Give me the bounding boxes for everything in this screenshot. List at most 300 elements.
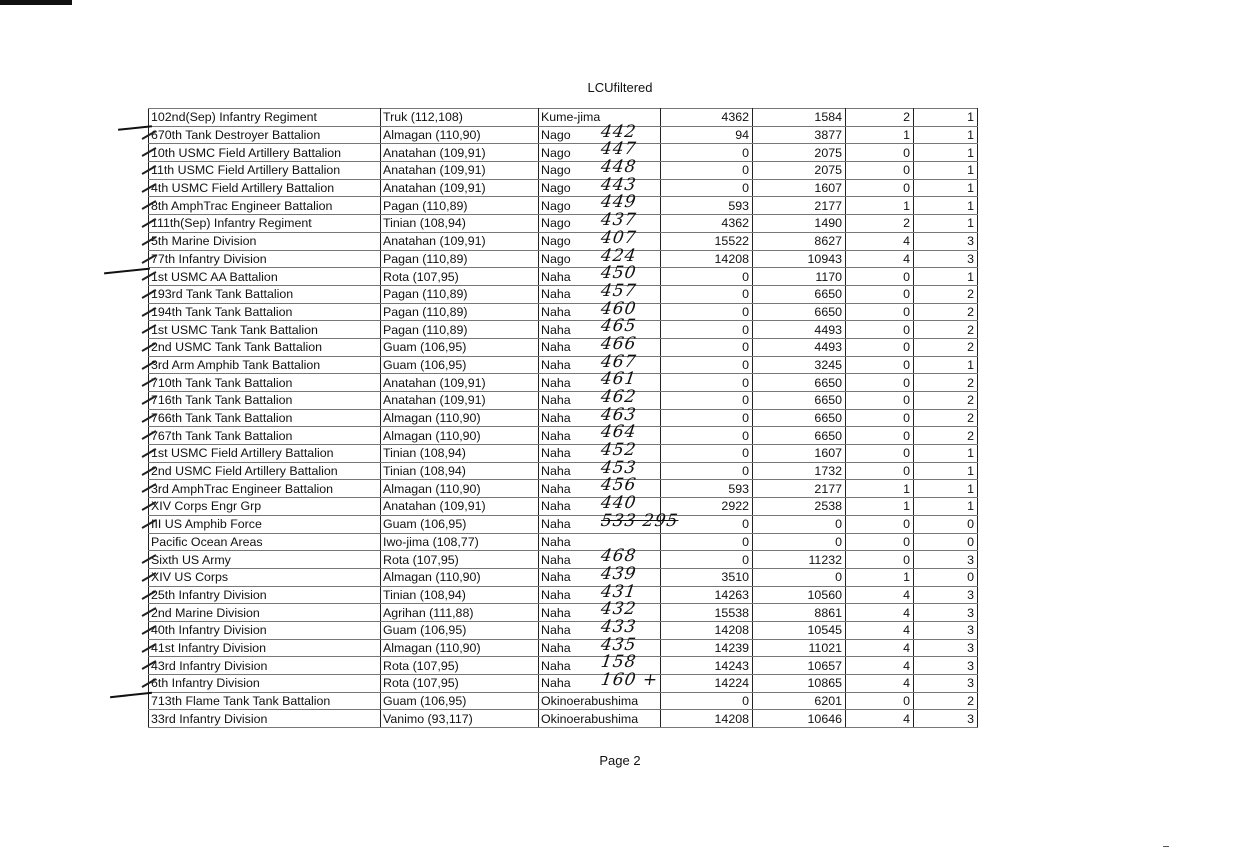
value-b-cell <box>753 268 846 286</box>
value-d-cell-text: 2 <box>967 375 974 390</box>
value-d-cell-text: 2 <box>967 428 974 443</box>
value-a-cell-text: 14208 <box>714 711 749 726</box>
value-b-cell-text: 10657 <box>807 658 842 673</box>
hq-cell <box>539 139 661 162</box>
hq-cell-text: Naha <box>541 357 571 372</box>
value-d-cell-text: 2 <box>967 411 974 426</box>
unit-name-cell <box>149 604 381 622</box>
value-b-cell-text: 3245 <box>814 357 842 372</box>
hq-cell <box>539 121 661 144</box>
value-c-cell-text: 0 <box>903 517 910 532</box>
location-cell <box>381 533 539 551</box>
value-a-cell-text: 0 <box>742 357 749 372</box>
unit-name-cell-text: 766th Tank Tank Battalion <box>151 411 293 426</box>
hq-cell-text: Naha <box>541 658 571 673</box>
value-a-cell <box>661 480 753 498</box>
value-b-cell-text: 10646 <box>807 711 842 726</box>
value-d-cell-text: 3 <box>967 605 974 620</box>
value-d-cell <box>914 515 978 533</box>
handwritten-note: 452 <box>599 440 638 461</box>
value-a-cell <box>661 639 753 657</box>
location-cell-text: Almagan (110,90) <box>383 481 481 496</box>
unit-name-cell-text: 2nd USMC Tank Tank Battalion <box>151 340 323 355</box>
hq-cell-text: Naha <box>541 428 571 443</box>
value-b-cell-text: 6650 <box>814 393 842 408</box>
value-c-cell <box>846 409 914 427</box>
value-b-cell <box>753 462 846 480</box>
table-row <box>149 427 978 445</box>
value-d-cell-text: 1 <box>967 481 974 496</box>
value-c-cell-text: 0 <box>903 428 910 443</box>
hq-cell-text: Naha <box>541 587 571 602</box>
unit-name-cell <box>149 445 381 463</box>
value-c-cell-text: 0 <box>903 287 910 302</box>
unit-name-cell-text: 194th Tank Tank Battalion <box>151 304 293 319</box>
table-row <box>149 498 978 516</box>
value-a-cell-text: 14224 <box>714 676 749 691</box>
handwritten-note: 442 <box>599 121 638 142</box>
value-a-cell-text: 14263 <box>714 587 749 602</box>
page-number: Page 2 <box>599 753 641 768</box>
table-row <box>149 250 978 268</box>
unit-name-cell-text: 43rd Infantry Division <box>151 658 268 673</box>
value-d-cell <box>914 551 978 569</box>
location-cell-text: Anatahan (109,91) <box>383 393 486 408</box>
value-a-cell-text: 0 <box>742 446 749 461</box>
hq-cell-text: Nago <box>541 181 571 196</box>
unit-name-cell-text: 3rd AmphTrac Engineer Battalion <box>151 481 334 496</box>
value-c-cell <box>846 480 914 498</box>
value-b-cell <box>753 144 846 162</box>
table-row <box>149 285 978 303</box>
value-b-cell <box>753 409 846 427</box>
unit-name-cell <box>149 303 381 321</box>
value-b-cell-text: 1607 <box>814 446 842 461</box>
value-a-cell-text: 0 <box>742 181 749 196</box>
value-c-cell-text: 0 <box>903 534 910 549</box>
location-cell-text: Anatahan (109,91) <box>383 375 486 390</box>
hq-cell-text: Okinoerabushima <box>541 694 639 709</box>
table-row <box>149 268 978 286</box>
table-row <box>149 179 978 197</box>
location-cell <box>381 374 539 392</box>
value-a-cell <box>661 427 753 445</box>
value-d-cell-text: 2 <box>967 287 974 302</box>
value-b-cell <box>753 179 846 197</box>
value-d-cell-text: 3 <box>967 711 974 726</box>
hq-cell-text: Naha <box>541 640 571 655</box>
location-cell <box>381 427 539 445</box>
value-d-cell <box>914 462 978 480</box>
value-b-cell <box>753 126 846 144</box>
hq-cell-text: Nago <box>541 128 571 143</box>
hq-cell <box>539 710 661 728</box>
value-a-cell <box>661 533 753 551</box>
unit-name-cell <box>149 338 381 356</box>
hq-cell <box>539 369 661 392</box>
location-cell <box>381 568 539 586</box>
hq-cell <box>539 475 661 498</box>
location-cell-text: Pagan (110,89) <box>383 322 468 337</box>
value-d-cell-text: 3 <box>967 587 974 602</box>
value-a-cell-text: 0 <box>742 517 749 532</box>
handwritten-note: 467 <box>599 351 638 372</box>
location-cell-text: Guam (106,95) <box>383 357 467 372</box>
location-cell-text: Almagan (110,90) <box>383 570 481 585</box>
value-a-cell-text: 0 <box>742 287 749 302</box>
value-d-cell <box>914 250 978 268</box>
value-a-cell <box>661 268 753 286</box>
value-c-cell-text: 4 <box>903 711 910 726</box>
unit-name-cell-text: 6th Infantry Division <box>151 676 260 691</box>
hq-cell-text: Naha <box>541 499 571 514</box>
unit-name-cell <box>149 462 381 480</box>
location-cell-text: Pagan (110,89) <box>383 251 468 266</box>
value-a-cell <box>661 144 753 162</box>
value-c-cell <box>846 197 914 215</box>
value-b-cell-text: 2177 <box>814 481 842 496</box>
hq-cell <box>539 616 661 639</box>
hq-cell-text: Naha <box>541 464 571 479</box>
location-cell-text: Almagan (110,90) <box>383 411 481 426</box>
hq-cell-text: Naha <box>541 375 571 390</box>
handwritten-note: 439 <box>599 563 638 584</box>
location-cell <box>381 710 539 728</box>
document-title: LCUfiltered <box>587 80 653 95</box>
value-c-cell <box>846 285 914 303</box>
unit-name-cell-text: 713th Flame Tank Tank Battalion <box>151 694 331 709</box>
unit-name-cell-text: XIV Corps Engr Grp <box>151 499 262 514</box>
value-a-cell-text: 0 <box>742 428 749 443</box>
location-cell-text: Vanimo (93,117) <box>383 711 473 726</box>
location-cell <box>381 338 539 356</box>
table-row <box>149 303 978 321</box>
value-b-cell <box>753 604 846 622</box>
value-c-cell <box>846 427 914 445</box>
handwritten-note: 456 <box>599 475 638 496</box>
value-a-cell <box>661 215 753 233</box>
handwritten-note: 468 <box>599 546 638 567</box>
location-cell-text: Agrihan (111,88) <box>383 605 474 620</box>
value-d-cell-text: 3 <box>967 640 974 655</box>
value-a-cell <box>661 303 753 321</box>
value-b-cell <box>753 586 846 604</box>
value-d-cell-text: 1 <box>967 216 974 231</box>
unit-name-cell-text: 2nd Marine Division <box>151 605 260 620</box>
table-row <box>149 392 978 410</box>
value-c-cell <box>846 215 914 233</box>
value-d-cell-text: 3 <box>967 658 974 673</box>
value-c-cell <box>846 515 914 533</box>
value-d-cell <box>914 268 978 286</box>
location-cell <box>381 197 539 215</box>
unit-name-cell-text: 3rd Arm Amphib Tank Battalion <box>151 357 321 372</box>
value-a-cell-text: 4362 <box>721 110 749 125</box>
value-d-cell <box>914 498 978 516</box>
value-b-cell <box>753 197 846 215</box>
unit-name-cell <box>149 515 381 533</box>
unit-name-cell <box>149 657 381 675</box>
location-cell <box>381 250 539 268</box>
value-c-cell-text: 0 <box>903 340 910 355</box>
value-a-cell <box>661 692 753 710</box>
table-row <box>149 568 978 586</box>
hq-cell-text: Naha <box>541 570 571 585</box>
value-c-cell-text: 0 <box>903 269 910 284</box>
value-a-cell-text: 15538 <box>714 605 749 620</box>
value-d-cell <box>914 675 978 693</box>
table-row <box>149 356 978 374</box>
location-cell <box>381 392 539 410</box>
handwritten-note: 461 <box>599 369 638 390</box>
location-cell-text: Rota (107,95) <box>383 269 459 284</box>
value-a-cell <box>661 179 753 197</box>
location-cell <box>381 675 539 693</box>
value-d-cell <box>914 692 978 710</box>
hq-cell-text: Kume-jima <box>541 110 601 125</box>
value-b-cell <box>753 232 846 250</box>
value-c-cell <box>846 568 914 586</box>
value-a-cell-text: 0 <box>742 304 749 319</box>
value-b-cell <box>753 162 846 180</box>
value-d-cell <box>914 179 978 197</box>
hq-cell-text: Naha <box>541 481 571 496</box>
value-c-cell-text: 4 <box>903 251 910 266</box>
unit-name-cell-text: XIV US Corps <box>151 570 229 585</box>
location-cell <box>381 215 539 233</box>
value-a-cell-text: 0 <box>742 269 749 284</box>
value-b-cell-text: 4493 <box>814 322 842 337</box>
value-a-cell-text: 0 <box>742 534 749 549</box>
location-cell <box>381 515 539 533</box>
value-b-cell <box>753 445 846 463</box>
location-cell-text: Anatahan (109,91) <box>383 163 486 178</box>
hq-cell-text: Naha <box>541 446 571 461</box>
location-cell-text: Truk (112,108) <box>383 110 463 125</box>
value-a-cell <box>661 586 753 604</box>
unit-name-cell-text: 33rd Infantry Division <box>151 711 268 726</box>
value-d-cell-text: 1 <box>967 128 974 143</box>
unit-name-cell-text: 716th Tank Tank Battalion <box>151 393 293 408</box>
unit-name-cell <box>149 250 381 268</box>
value-a-cell <box>661 109 753 127</box>
hq-cell <box>539 227 661 250</box>
value-b-cell-text: 1732 <box>814 464 842 479</box>
value-d-cell-text: 1 <box>967 198 974 213</box>
value-a-cell <box>661 321 753 339</box>
handwritten-note: 431 <box>599 581 638 602</box>
value-d-cell <box>914 657 978 675</box>
hq-cell <box>539 599 661 622</box>
value-b-cell-text: 6650 <box>814 375 842 390</box>
value-d-cell <box>914 285 978 303</box>
unit-name-cell <box>149 268 381 286</box>
table-row <box>149 462 978 480</box>
location-cell-text: Guam (106,95) <box>383 694 467 709</box>
value-b-cell <box>753 356 846 374</box>
unit-name-cell-text: 41st Infantry Division <box>151 640 267 655</box>
value-a-cell-text: 2922 <box>721 499 749 514</box>
value-c-cell-text: 1 <box>903 481 910 496</box>
unit-name-cell <box>149 551 381 569</box>
value-c-cell-text: 4 <box>903 587 910 602</box>
unit-name-cell <box>149 675 381 693</box>
value-b-cell <box>753 392 846 410</box>
unit-name-cell-text: 111th(Sep) Infantry Regiment <box>151 216 312 231</box>
location-cell <box>381 621 539 639</box>
location-cell <box>381 321 539 339</box>
handwritten-note: 424 <box>599 245 638 266</box>
unit-name-cell <box>149 480 381 498</box>
unit-table-body <box>149 109 978 728</box>
unit-name-cell <box>149 533 381 551</box>
unit-name-cell <box>149 215 381 233</box>
hq-cell <box>539 109 661 127</box>
hq-cell <box>539 316 661 339</box>
hq-cell-text: Naha <box>541 269 571 284</box>
value-d-cell-text: 3 <box>967 234 974 249</box>
value-a-cell <box>661 675 753 693</box>
value-d-cell-text: 1 <box>967 110 974 125</box>
value-d-cell-text: 3 <box>967 251 974 266</box>
location-cell-text: Tinian (108,94) <box>383 446 466 461</box>
value-a-cell <box>661 250 753 268</box>
location-cell <box>381 109 539 127</box>
value-c-cell <box>846 621 914 639</box>
table-row <box>149 480 978 498</box>
value-b-cell <box>753 321 846 339</box>
hq-cell <box>539 157 661 180</box>
hq-cell <box>539 510 680 533</box>
table-row <box>149 621 978 639</box>
location-cell-text: Almagan (110,90) <box>383 428 481 443</box>
value-c-cell <box>846 162 914 180</box>
value-c-cell-text: 4 <box>903 623 910 638</box>
location-cell <box>381 462 539 480</box>
hq-cell <box>539 533 661 551</box>
hq-cell-text: Naha <box>541 393 571 408</box>
handwritten-note: 407 <box>599 227 638 248</box>
value-b-cell-text: 2075 <box>814 163 842 178</box>
table-row <box>149 675 978 693</box>
value-a-cell <box>661 197 753 215</box>
value-b-cell <box>753 250 846 268</box>
hq-cell <box>539 263 661 286</box>
value-b-cell-text: 0 <box>835 517 842 532</box>
value-b-cell-text: 8861 <box>814 605 842 620</box>
table-row <box>149 232 978 250</box>
value-a-cell-text: 94 <box>735 128 749 143</box>
value-b-cell <box>753 338 846 356</box>
unit-name-cell <box>149 321 381 339</box>
location-cell-text: Guam (106,95) <box>383 340 467 355</box>
table-row <box>149 604 978 622</box>
handwritten-note: 447 <box>599 139 638 160</box>
unit-name-cell <box>149 692 381 710</box>
value-d-cell <box>914 197 978 215</box>
value-c-cell-text: 4 <box>903 605 910 620</box>
value-c-cell <box>846 533 914 551</box>
value-b-cell <box>753 374 846 392</box>
unit-name-cell <box>149 409 381 427</box>
unit-name-cell-text: 102nd(Sep) Infantry Regiment <box>151 110 317 125</box>
location-cell-text: Rota (107,95) <box>383 676 459 691</box>
unit-name-cell-text: 25th Infantry Division <box>151 587 267 602</box>
value-d-cell <box>914 445 978 463</box>
unit-name-cell-text: Sixth US Army <box>151 552 231 567</box>
location-cell-text: Almagan (110,90) <box>383 128 481 143</box>
unit-name-cell-text: 670th Tank Destroyer Battalion <box>151 128 321 143</box>
value-c-cell-text: 2 <box>903 216 910 231</box>
value-a-cell-text: 593 <box>728 481 749 496</box>
value-a-cell-text: 0 <box>742 694 749 709</box>
value-a-cell <box>661 445 753 463</box>
table-row <box>149 197 978 215</box>
value-d-cell <box>914 568 978 586</box>
value-d-cell-text: 0 <box>967 534 974 549</box>
value-c-cell-text: 1 <box>903 198 910 213</box>
value-b-cell-text: 1490 <box>814 216 842 231</box>
hq-cell <box>539 440 661 463</box>
value-a-cell-text: 593 <box>728 198 749 213</box>
value-d-cell <box>914 303 978 321</box>
table-row <box>149 126 978 144</box>
value-d-cell <box>914 321 978 339</box>
handwritten-note: 437 <box>599 210 638 231</box>
value-d-cell <box>914 639 978 657</box>
value-b-cell-text: 2075 <box>814 145 842 160</box>
table-row <box>149 409 978 427</box>
handwritten-note: 440 <box>599 493 638 514</box>
handwritten-note: 462 <box>599 387 638 407</box>
handwritten-note: 466 <box>599 333 638 354</box>
handwritten-note: 448 <box>599 157 638 178</box>
handwritten-note: 533 295 <box>599 510 680 531</box>
location-cell <box>381 604 539 622</box>
value-c-cell-text: 0 <box>903 446 910 461</box>
value-b-cell <box>753 498 846 516</box>
value-c-cell-text: 0 <box>903 375 910 390</box>
value-a-cell <box>661 374 753 392</box>
location-cell <box>381 232 539 250</box>
unit-name-cell-text: 40th Infantry Division <box>151 623 267 638</box>
location-cell-text: Almagan (110,90) <box>383 640 481 655</box>
value-b-cell-text: 1584 <box>814 110 842 125</box>
unit-name-cell <box>149 197 381 215</box>
value-a-cell <box>661 162 753 180</box>
value-c-cell-text: 1 <box>903 128 910 143</box>
value-d-cell <box>914 586 978 604</box>
hq-cell-text: Naha <box>541 287 571 302</box>
value-c-cell <box>846 445 914 463</box>
hq-cell <box>539 404 661 427</box>
unit-name-cell-text: 767th Tank Tank Battalion <box>151 428 293 443</box>
value-a-cell <box>661 568 753 586</box>
location-cell-text: Tinian (108,94) <box>383 216 466 231</box>
unit-name-cell <box>149 392 381 410</box>
unit-name-cell-text: 1st USMC Field Artillery Battalion <box>151 446 334 461</box>
handwritten-note: 443 <box>599 174 638 195</box>
unit-name-cell-text: 5th Marine Division <box>151 234 257 249</box>
handwritten-note: 465 <box>599 316 638 337</box>
unit-name-cell <box>149 109 381 127</box>
value-d-cell-text: 1 <box>967 499 974 514</box>
value-a-cell <box>661 462 753 480</box>
value-b-cell-text: 4493 <box>814 340 842 355</box>
scan-edge-tick <box>1163 846 1169 847</box>
hq-cell <box>539 333 661 356</box>
value-b-cell <box>753 551 846 569</box>
